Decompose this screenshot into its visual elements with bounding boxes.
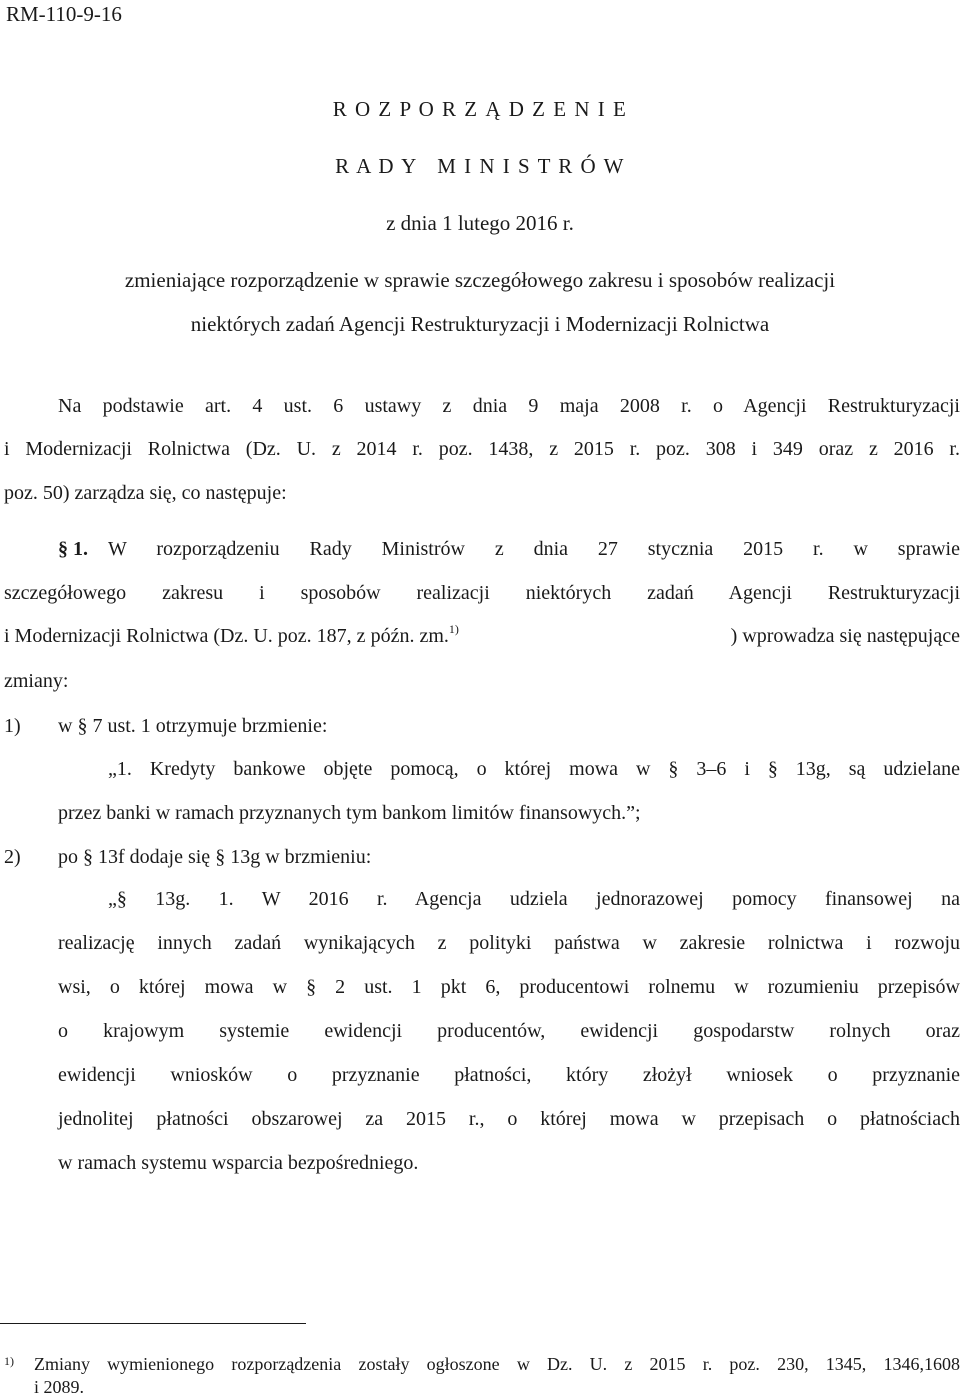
item-1-number: 1) (4, 715, 21, 737)
section-line-3-left (4, 622, 459, 648)
item-2-quote-line-3: wsi, o której mowa w § 2 ust. 1 pkt 6, producentowi rolnemu w rozumieniu przepisów (58, 976, 960, 998)
footnote-divider (0, 1323, 306, 1324)
subject-line-1: zmieniające rozporządzenie w sprawie szczegółowego zakresu i sposobów realizacji (124, 268, 836, 292)
section-line-1: W rozporządzeniu Rady Ministrów z dnia 27 stycznia 2015 r. w sprawie (108, 538, 960, 560)
subject-line-2: niektórych zadań Agencji Restrukturyzacji i Modernizacji Rolnictwa (190, 312, 770, 336)
section-mark: § 1. (58, 538, 88, 560)
footnote-line-2: i 2089. (34, 1377, 85, 1397)
document-id: RM-110-9-16 (6, 2, 122, 26)
section-line-2: szczegółowego zakresu i sposobów realizacji niektórych zadań Agencji Restrukturyzacji (4, 582, 960, 604)
section-line-4: zmiany: (4, 670, 69, 692)
item-2-number: 2) (4, 846, 21, 868)
item-2-quote-line-7: w ramach systemu wsparcia bezpośredniego. (58, 1152, 419, 1174)
preamble-line-1: Na podstawie art. 4 ust. 6 ustawy z dnia 9 maja 2008 r. o Agencji Restrukturyzacji (58, 395, 960, 417)
item-2-text: po § 13f dodaje się § 13g w brzmieniu: (58, 846, 372, 868)
section-line-3-text: i Modernizacji Rolnictwa (Dz. U. poz. 187, z późn. zm. (4, 625, 449, 647)
item-2-quote-line-5: ewidencji wniosków o przyznanie płatności, który złożył wniosek o przyznanie (58, 1064, 960, 1086)
footnote-line-1: Zmiany wymienionego rozporządzenia zostały ogłoszone w Dz. U. z 2015 r. poz. 230, 1345, 1346,1608 (34, 1354, 960, 1374)
item-1-text: w § 7 ust. 1 otrzymuje brzmienie: (58, 715, 328, 737)
item-2-quote-line-4: o krajowym systemie ewidencji producentów, ewidencji gospodarstw rolnych oraz (58, 1020, 960, 1042)
item-2-quote-line-1: „§ 13g. 1. W 2016 r. Agencja udziela jednorazowej pomocy finansowej na (108, 888, 960, 910)
item-2-quote-line-2: realizację innych zadań wynikających z polityki państwa w zakresie rolnictwa i rozwoju (58, 932, 960, 954)
preamble-line-3: poz. 50) zarządza się, co następuje: (4, 482, 287, 504)
title-council: R A D Y M I N I S T R Ó W (335, 154, 625, 178)
item-1-quote-line-2: przez banki w ramach przyznanych tym bankom limitów finansowych.”; (58, 802, 641, 824)
preamble-line-2: i Modernizacji Rolnictwa (Dz. U. z 2014 r. poz. 1438, z 2015 r. poz. 308 i 349 oraz z 2016 r. (4, 438, 960, 460)
item-1-quote-line-1: „1. Kredyty bankowe objęte pomocą, o której mowa w § 3–6 i § 13g, są udzielane (108, 758, 960, 780)
footnote-ref: 1) (448, 622, 459, 636)
section-line-3-right: ) wprowadza się następujące (730, 625, 960, 647)
title-regulation: R O Z P O R Z Ą D Z E N I E (332, 97, 628, 121)
footnote-marker: 1) (4, 1354, 14, 1368)
issue-date: z dnia 1 lutego 2016 r. (386, 211, 574, 235)
item-2-quote-line-6: jednolitej płatności obszarowej za 2015 r., o której mowa w przepisach o płatnościach (58, 1108, 960, 1130)
